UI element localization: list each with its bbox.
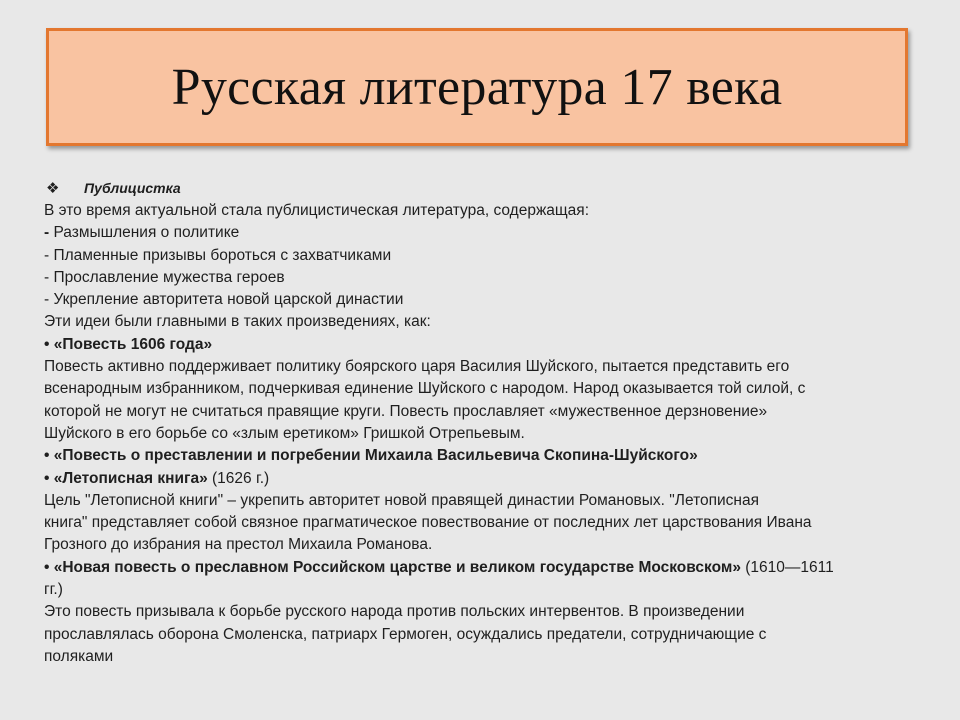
title-box — [46, 28, 908, 146]
text-segment: Повесть активно поддерживает политику боярского царя Василия Шуйского, пытается представить его — [44, 358, 790, 376]
section-label: Публицистка — [84, 180, 181, 196]
text-segment: поляками — [44, 647, 114, 665]
text-line — [44, 490, 910, 512]
text-segment: Эти идеи были главными в таких произведениях, как: — [44, 313, 431, 331]
body-text — [44, 200, 910, 668]
text-segment: которой не могут не считаться правящие круги. Повесть прославляет «мужественное дерзновение» — [44, 402, 768, 420]
text-segment: прославлялась оборона Смоленска, патриарх Гермоген, осуждались предатели, сотрудничающие с — [44, 625, 767, 643]
text-segment: - Пламенные призывы бороться с захватчиками — [44, 246, 392, 264]
bold-text-segment: - — [44, 224, 54, 242]
text-segment: всенародным избранником, подчеркивая единение Шуйского с народом. Народ оказывается той силой, с — [44, 380, 806, 398]
text-line — [44, 334, 910, 356]
text-line — [44, 601, 910, 623]
text-segment: - Укрепление авторитета новой царской династии — [44, 291, 404, 309]
text-segment: Шуйского в его борьбе со «злым еретиком» Гришкой Отрепьевым. — [44, 424, 525, 442]
text-line — [44, 624, 910, 646]
bold-text-segment: • «Повесть о преставлении и погребении Михаила Васильевича Скопина-Шуйского» — [44, 447, 698, 465]
text-segment: В это время актуальной стала публицистическая литература, содержащая: — [44, 202, 590, 219]
text-segment: гг.) — [44, 581, 63, 599]
text-segment: Цель "Летописной книги" – укрепить авторитет новой правящей династии Романовых. "Летописная — [44, 491, 759, 509]
text-line — [44, 311, 910, 333]
bold-text-segment: • «Летописная книга» — [44, 469, 208, 487]
text-line — [44, 200, 910, 222]
text-segment: - Прославление мужества героев — [44, 268, 285, 286]
text-line — [44, 445, 910, 467]
text-line — [44, 378, 910, 400]
text-line — [44, 289, 910, 311]
text-line — [44, 468, 910, 490]
text-segment: Это повесть призывала к борьбе русского народа против польских интервентов. В произведении — [44, 603, 745, 621]
text-segment: (1610—1611 — [740, 558, 834, 576]
section-heading — [46, 178, 181, 198]
text-segment: Размышления о политике — [53, 224, 240, 242]
text-line — [44, 557, 910, 579]
text-segment: книга" представляет собой связное прагматическое повествование от последних лет царствования Ивана — [44, 514, 812, 532]
text-line — [44, 245, 910, 267]
bold-text-segment: • «Повесть 1606 года» — [44, 335, 213, 353]
text-line — [44, 579, 910, 601]
slide-title: Русская литература 17 века — [171, 58, 783, 116]
bold-text-segment: • «Новая повесть о преславном Российском царстве и великом государстве Московском» — [44, 558, 741, 576]
text-line — [44, 512, 910, 534]
text-line — [44, 401, 910, 423]
text-line — [44, 423, 910, 445]
text-line — [44, 267, 910, 289]
text-line — [44, 356, 910, 378]
text-line — [44, 534, 910, 556]
text-segment: (1626 г.) — [207, 469, 270, 487]
text-line — [44, 646, 910, 668]
text-segment: Грозного до избрания на престол Михаила Романова. — [44, 536, 433, 554]
text-line — [44, 222, 910, 244]
diamond-bullet-icon: ❖ — [46, 179, 60, 197]
